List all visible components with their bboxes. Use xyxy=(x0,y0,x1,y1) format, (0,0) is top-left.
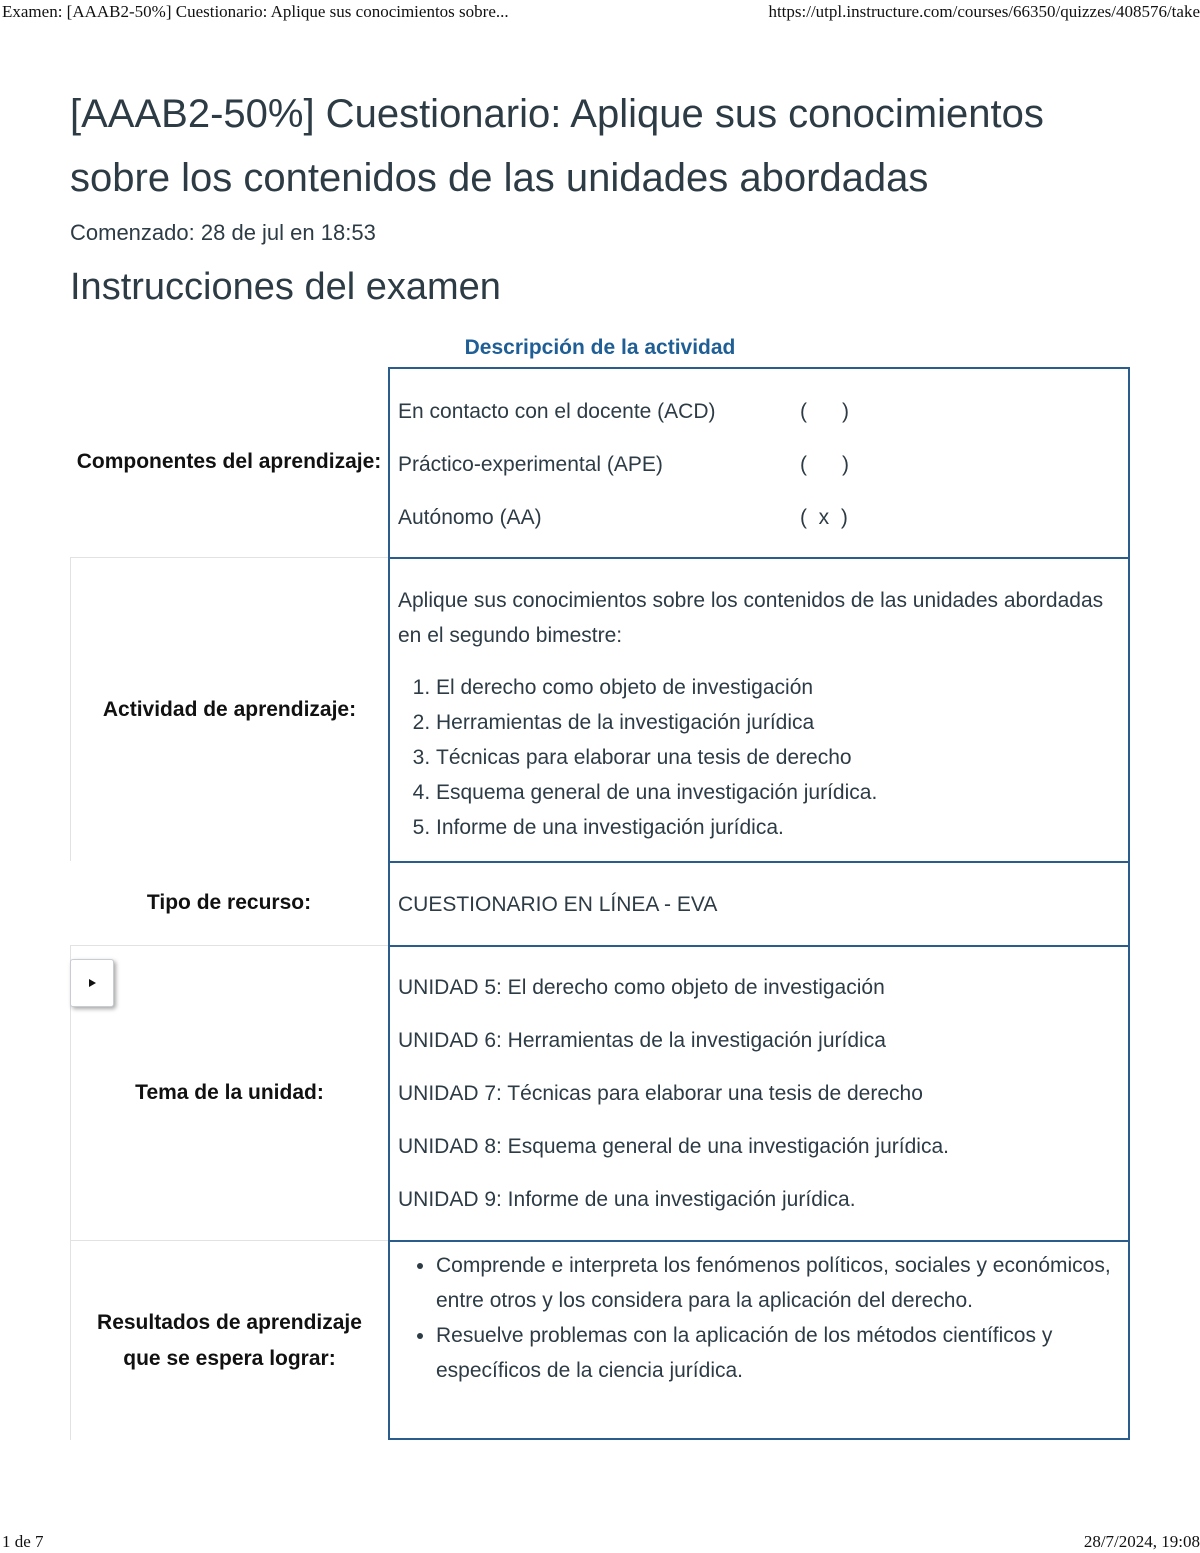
browser-page-title: Examen: [AAAB2-50%] Cuestionario: Aplique sus conocimientos sobre... xyxy=(2,2,509,21)
list-item: • Comprende e interpreta los fenómenos políticos, sociales y económicos, entre otros y los considera para la aplicación del derecho. xyxy=(436,1248,1118,1318)
components-cell xyxy=(388,367,1130,557)
unit-item: UNIDAD 5: El derecho como objeto de investigación xyxy=(398,976,885,999)
activity-row xyxy=(70,557,1130,861)
table-caption: Descripción de la actividad xyxy=(464,336,736,359)
started-label: Comenzado: xyxy=(70,220,195,245)
list-item: 4. Esquema general de una investigación jurídica. xyxy=(436,775,1118,810)
unit-item: UNIDAD 6: Herramientas de la investigación jurídica xyxy=(398,1029,886,1052)
unit-item: UNIDAD 7: Técnicas para elaborar una tesis de derecho xyxy=(398,1082,923,1105)
play-triangle-icon xyxy=(87,978,97,988)
unit-item: UNIDAD 9: Informe de una investigación jurídica. xyxy=(398,1188,856,1211)
outcomes-list xyxy=(398,1248,1118,1388)
component-item xyxy=(398,491,1118,544)
resource-label: Tipo de recurso: xyxy=(146,891,312,914)
page-number: 1 de 7 xyxy=(2,1532,44,1551)
outcomes-cell xyxy=(388,1240,1130,1440)
list-item: 2. Herramientas de la investigación jurídica xyxy=(436,705,1118,740)
outcomes-row xyxy=(70,1240,1130,1440)
outcomes-label: Resultados de aprendizaje que se espera lograr: xyxy=(70,1240,388,1440)
page-title: [AAAB2-50%] Cuestionario: Aplique sus conocimientos sobre los contenidos de las unidades abordadas xyxy=(70,92,1044,200)
print-datetime: 28/7/2024, 19:08 xyxy=(1083,1532,1200,1551)
resource-row xyxy=(70,861,1130,945)
resource-cell xyxy=(388,861,1130,945)
component-item xyxy=(398,438,1118,491)
component-name: Práctico-experimental (APE) xyxy=(398,453,663,476)
components-row xyxy=(70,367,1130,557)
component-mark: ( ) xyxy=(800,400,849,423)
list-item: 5. Informe de una investigación jurídica. xyxy=(436,810,1118,845)
quiz-started xyxy=(70,220,376,246)
list-item: • Resuelve problemas con la aplicación de los métodos científicos y específicos de la ciencia jurídica. xyxy=(436,1318,1118,1388)
component-mark: ( ) xyxy=(800,453,849,476)
browser-url: https://utpl.instructure.com/courses/66350/quizzes/408576/take xyxy=(768,2,1200,21)
component-mark: ( x ) xyxy=(800,506,848,529)
list-item: 3. Técnicas para elaborar una tesis de derecho xyxy=(436,740,1118,775)
instructions-heading: Instrucciones del examen xyxy=(70,266,501,308)
activity-list xyxy=(398,670,1118,845)
unit-item: UNIDAD 8: Esquema general de una investigación jurídica. xyxy=(398,1135,949,1158)
list-item: 1. El derecho como objeto de investigación xyxy=(436,670,1118,705)
units-row xyxy=(70,945,1130,1240)
activity-cell xyxy=(388,557,1130,861)
units-cell xyxy=(388,945,1130,1240)
started-value: 28 de jul en 18:53 xyxy=(200,220,376,245)
component-name: En contacto con el docente (ACD) xyxy=(398,400,716,423)
units-label: Tema de la unidad: xyxy=(70,945,388,1240)
expand-toggle-button[interactable] xyxy=(70,959,114,1007)
activity-label: Actividad de aprendizaje: xyxy=(70,557,388,861)
activity-intro: Aplique sus conocimientos sobre los contenidos de las unidades abordadas en el segundo bimestre: xyxy=(398,589,1104,647)
component-item xyxy=(398,385,1118,438)
component-name: Autónomo (AA) xyxy=(398,506,542,529)
resource-value: CUESTIONARIO EN LÍNEA - EVA xyxy=(398,892,718,916)
components-label: Componentes del aprendizaje: xyxy=(76,450,382,473)
